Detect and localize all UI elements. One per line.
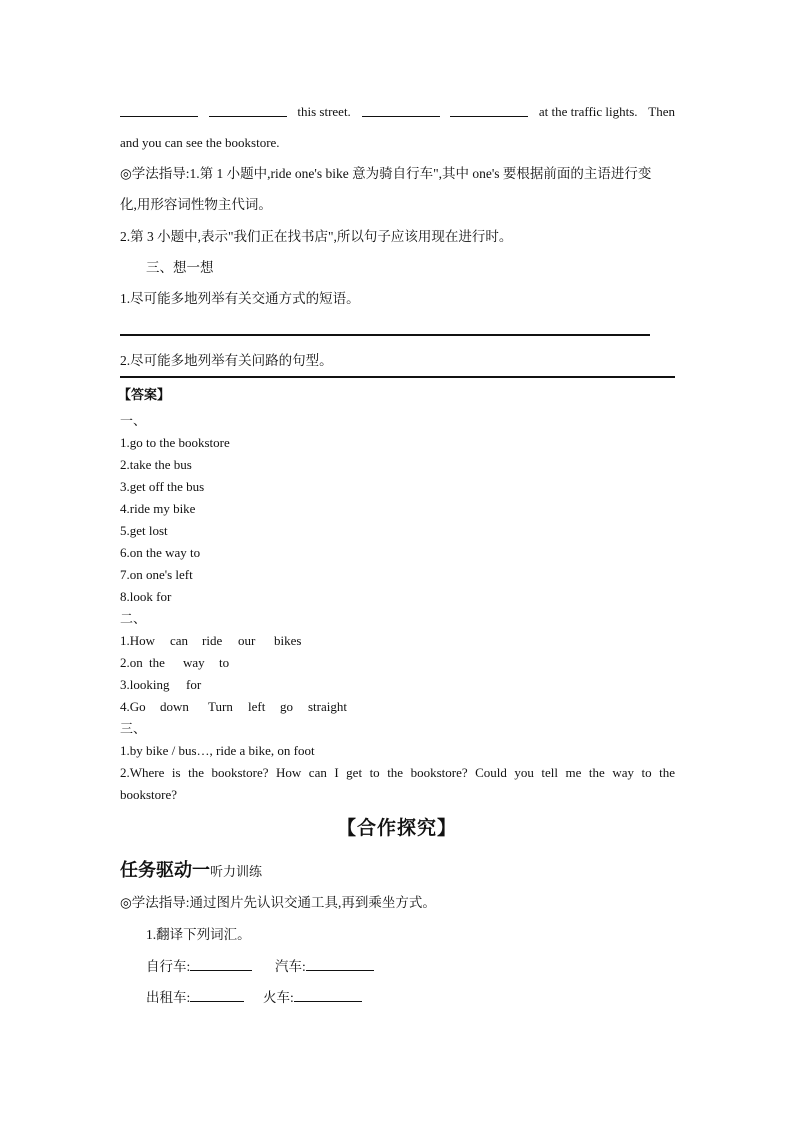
vocab-row-1 bbox=[146, 958, 374, 975]
vocab-blank-bike[interactable] bbox=[190, 958, 252, 971]
vocab-blank-taxi[interactable] bbox=[190, 989, 244, 1002]
sentence-continuation: and you can see the bookstore. bbox=[120, 135, 280, 150]
blank-2[interactable] bbox=[209, 104, 287, 117]
blank-3[interactable] bbox=[362, 104, 440, 117]
section-divider bbox=[120, 376, 675, 378]
vocab-label-bike: 自行车: bbox=[146, 959, 191, 974]
sentence-part-2: at the traffic lights. bbox=[538, 104, 638, 119]
vocab-blank-train[interactable] bbox=[294, 989, 362, 1002]
guide-note-2: 2.第 3 小题中,表示"我们正在找书店",所以句子应该用现在进行时。 bbox=[120, 229, 513, 244]
answer-item: 8.look for bbox=[120, 589, 172, 604]
answer-item: 2.on the way to bbox=[120, 655, 230, 670]
answer-item: 2.Where is the bookstore? How can I get to the bookstore? Could you tell me the way to the bbox=[120, 765, 675, 780]
answers-part2-label: 二、 bbox=[120, 611, 147, 626]
answer-item: 1.by bike / bus…, ride a bike, on foot bbox=[120, 743, 315, 758]
answers-heading: 【答案】 bbox=[118, 387, 171, 402]
answers-part3-label: 三、 bbox=[120, 721, 147, 736]
answer-item: 7.on one's left bbox=[120, 567, 193, 582]
question-2: 2.尽可能多地列举有关问路的句型。 bbox=[120, 353, 333, 368]
exercise-instruction: 1.翻译下列词汇。 bbox=[146, 927, 251, 942]
task-heading-bold: 任务驱动一 bbox=[120, 860, 210, 880]
vocab-label-car: 汽车: bbox=[275, 959, 306, 974]
guide-note-3: ◎学法指导:通过图片先认识交通工具,再到乘坐方式。 bbox=[120, 895, 436, 910]
answer-item-continued: bookstore? bbox=[120, 787, 178, 802]
task-heading-rest: 听力训练 bbox=[210, 864, 263, 879]
sentence-part-3: Then bbox=[648, 104, 675, 119]
section-heading-3: 三、想一想 bbox=[146, 260, 214, 275]
blank-1[interactable] bbox=[120, 104, 198, 117]
blank-4[interactable] bbox=[450, 104, 528, 117]
guide-note-1a: ◎学法指导:1.第 1 小题中,ride one's bike 意为骑自行车",其中 one's 要根据前面的主语进行变 bbox=[120, 166, 652, 181]
sentence-part-1: this street. bbox=[297, 104, 351, 119]
vocab-row-2 bbox=[146, 989, 362, 1006]
answer-item: 3.get off the bus bbox=[120, 479, 205, 494]
vocab-label-taxi: 出租车: bbox=[146, 990, 191, 1005]
guide-note-1b: 化,用形容词性物主代词。 bbox=[120, 197, 272, 212]
vocab-label-train: 火车: bbox=[263, 990, 294, 1005]
answer-item: 2.take the bus bbox=[120, 457, 192, 472]
fill-in-sentence bbox=[120, 104, 675, 120]
section-title: 【合作探究】 bbox=[336, 818, 457, 839]
task-heading bbox=[120, 856, 262, 882]
answers-part1-label: 一、 bbox=[120, 413, 147, 428]
question-1: 1.尽可能多地列举有关交通方式的短语。 bbox=[120, 291, 360, 306]
answer-item: 4.ride my bike bbox=[120, 501, 196, 516]
answer-item: 1.go to the bookstore bbox=[120, 435, 230, 450]
vocab-blank-car[interactable] bbox=[306, 958, 374, 971]
answer-item: 4.Go down Turn left go straight bbox=[120, 699, 347, 714]
answer-item: 6.on the way to bbox=[120, 545, 201, 560]
answer-line[interactable] bbox=[120, 334, 650, 336]
answer-item: 5.get lost bbox=[120, 523, 168, 538]
answer-item: 1.How can ride our bikes bbox=[120, 633, 302, 648]
answer-item: 3.looking for bbox=[120, 677, 202, 692]
